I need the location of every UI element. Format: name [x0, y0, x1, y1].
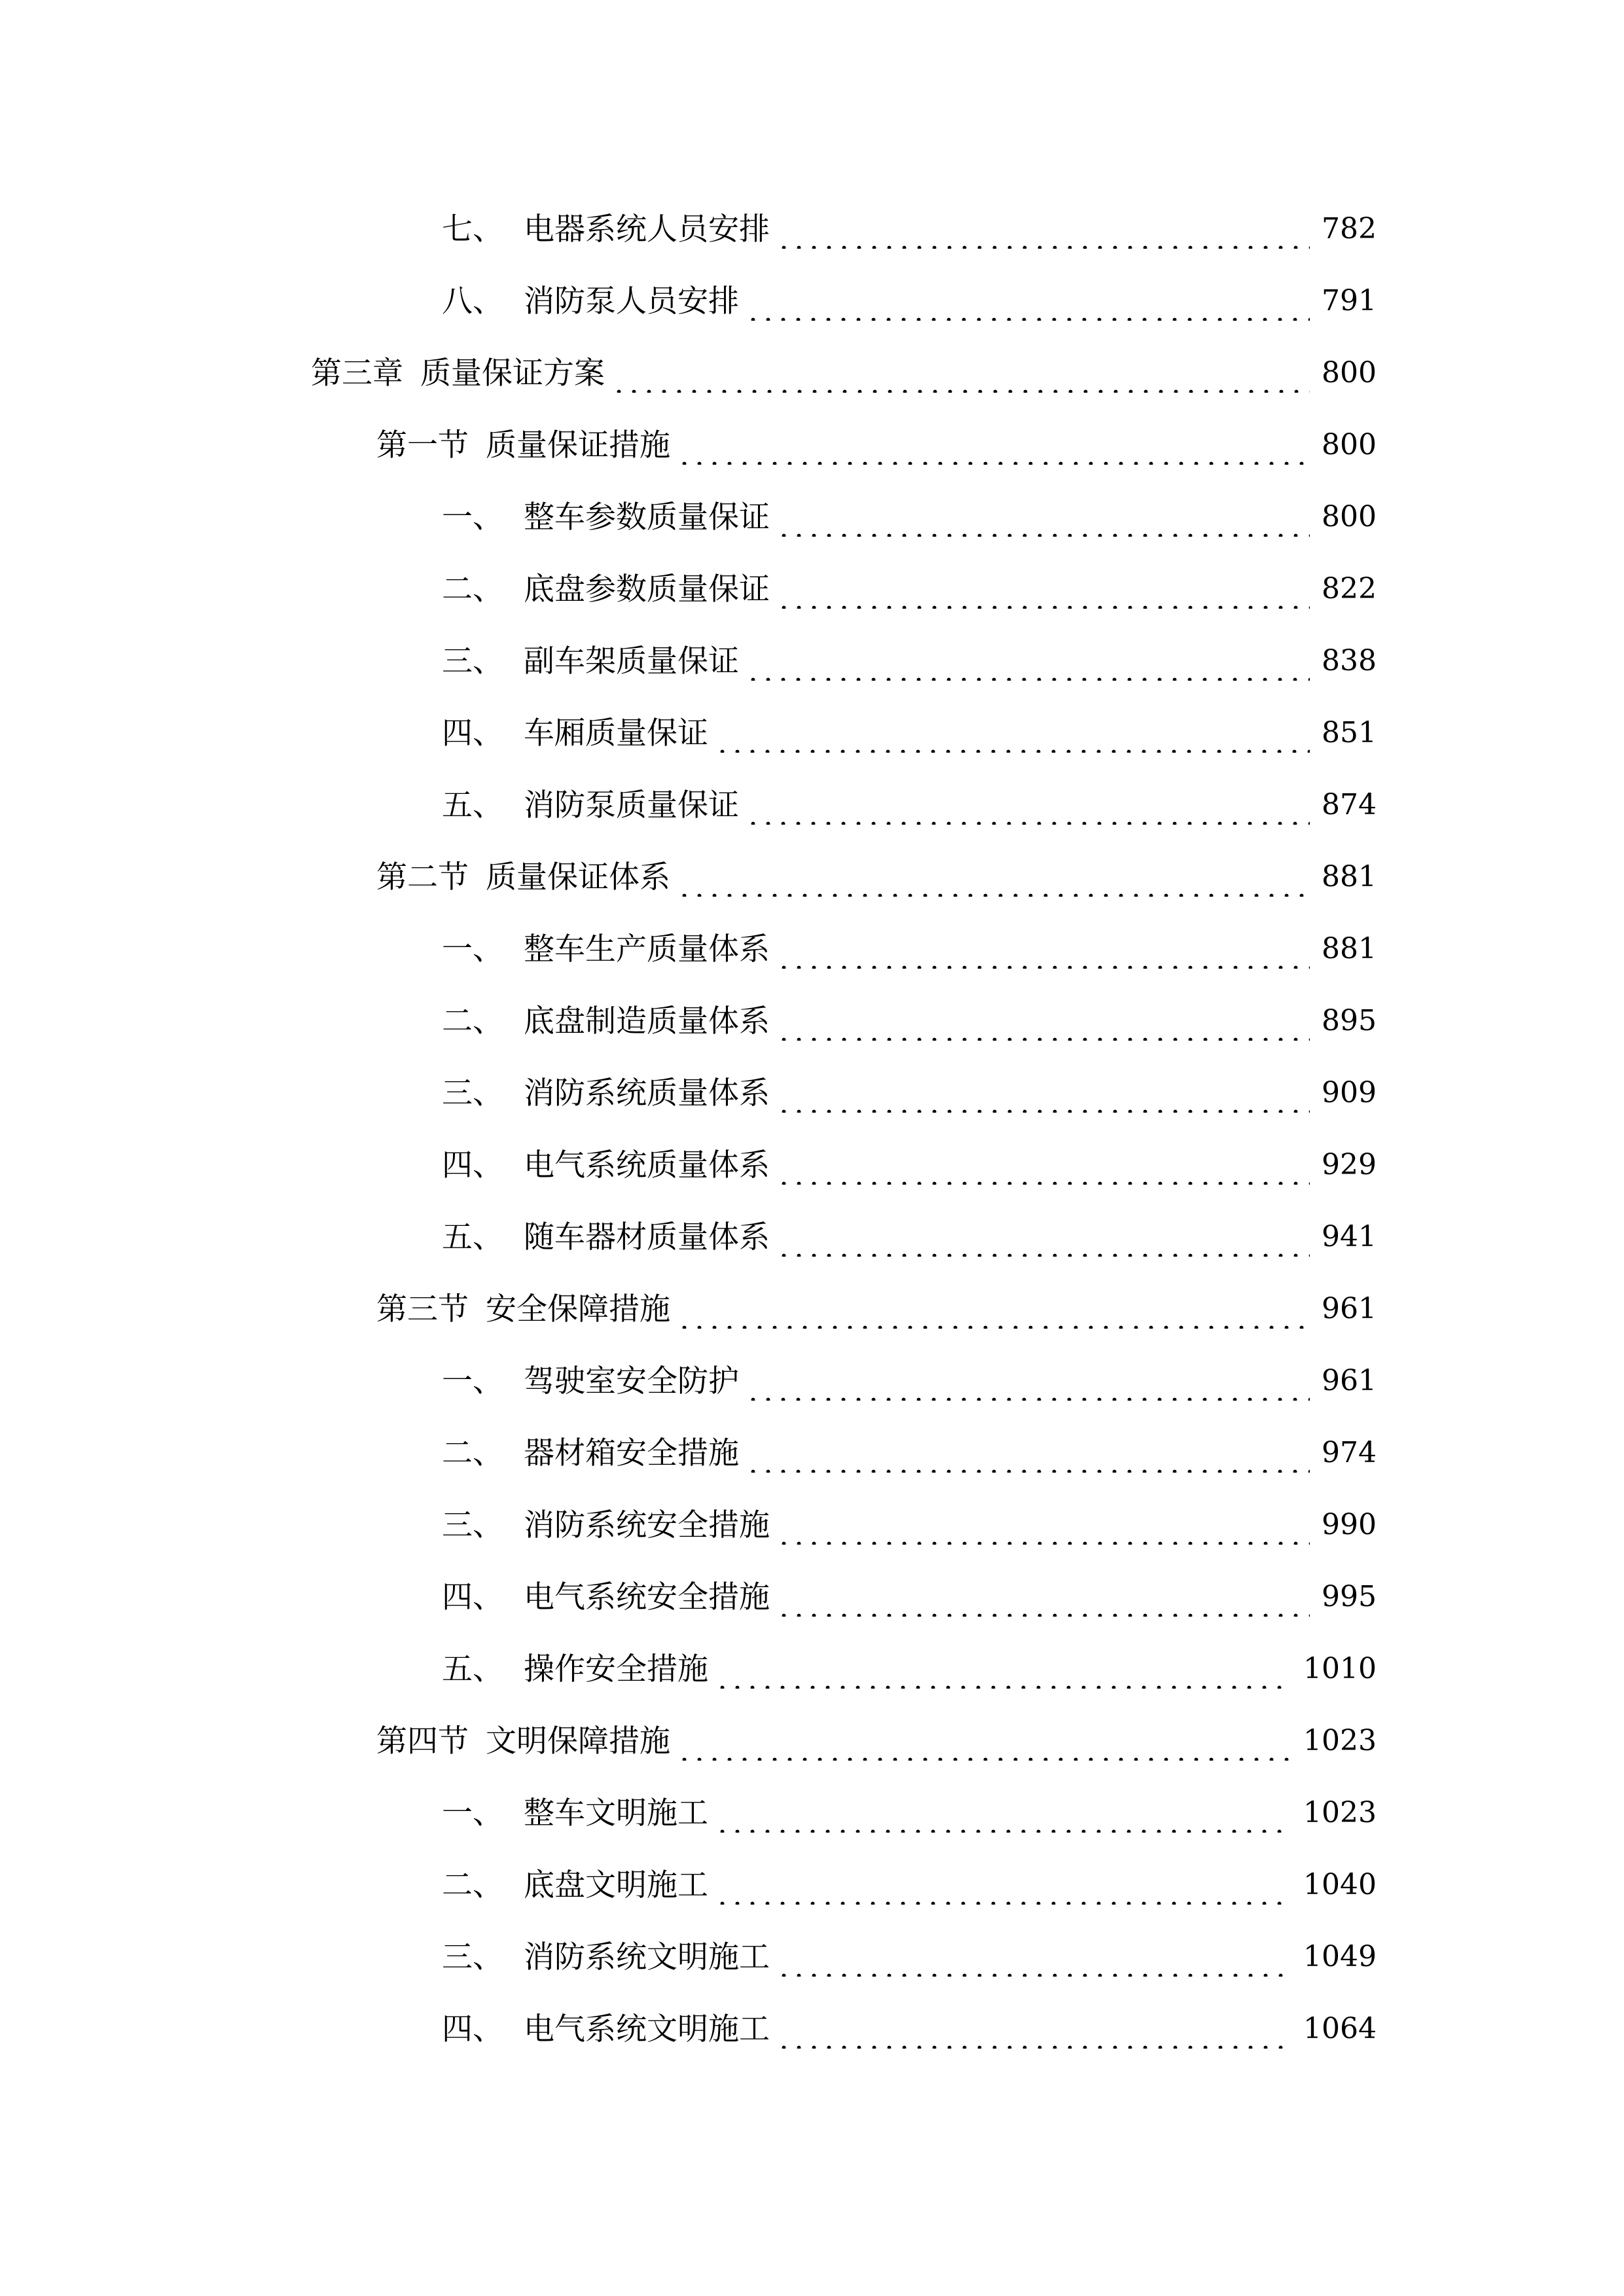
toc-entry-number: 五、: [442, 787, 503, 823]
toc-page-number: 995: [1322, 1580, 1377, 1613]
toc-chapter-entry[interactable]: [311, 337, 1377, 409]
toc-dot-leader: [776, 938, 1310, 969]
toc-dot-leader: [776, 1082, 1310, 1113]
toc-entry-number: 第三章: [311, 355, 403, 391]
toc-entry-title: 副车架质量保证: [524, 643, 739, 679]
toc-entry[interactable]: [442, 985, 1377, 1057]
toc-entry[interactable]: [442, 697, 1377, 769]
toc-section-entry[interactable]: [376, 1705, 1377, 1777]
toc-entry[interactable]: [442, 625, 1377, 697]
toc-entry[interactable]: [442, 1129, 1377, 1201]
toc-entry-number: 二、: [442, 1003, 503, 1039]
toc-entry[interactable]: [442, 481, 1377, 553]
toc-dot-leader: [776, 1154, 1310, 1185]
toc-page-number: 1023: [1303, 1724, 1377, 1757]
toc-page-number: 941: [1322, 1220, 1377, 1253]
toc-dot-leader: [776, 1010, 1310, 1041]
toc-entry-number: 八、: [442, 283, 503, 319]
toc-entry-title: 随车器材质量体系: [524, 1219, 770, 1255]
toc-page-number: 961: [1322, 1364, 1377, 1397]
toc-entry-number: 五、: [442, 1651, 503, 1687]
toc-dot-leader: [715, 1874, 1291, 1905]
toc-entry[interactable]: [442, 913, 1377, 985]
toc-entry[interactable]: [442, 1921, 1377, 1993]
toc-dot-leader: [776, 1586, 1310, 1617]
toc-dot-leader: [776, 2018, 1291, 2049]
toc-entry-number: 第四节: [376, 1723, 469, 1759]
toc-entry[interactable]: [442, 769, 1377, 841]
toc-page-number: 838: [1322, 644, 1377, 677]
toc-entry-number: 四、: [442, 1579, 503, 1615]
toc-page-number: 881: [1322, 860, 1377, 893]
toc-entry-title: 器材箱安全措施: [524, 1435, 739, 1471]
toc-page-number: 791: [1322, 284, 1377, 317]
toc-entry-title: 操作安全措施: [524, 1651, 708, 1687]
toc-entry-title: 消防系统安全措施: [524, 1507, 770, 1543]
toc-entry-title: 消防系统质量体系: [524, 1075, 770, 1111]
toc-entry-number: 七、: [442, 211, 503, 247]
toc-entry-number: 四、: [442, 715, 503, 751]
toc-page-number: 1040: [1303, 1868, 1377, 1901]
toc-dot-leader: [611, 362, 1310, 393]
toc-entry-title: 质量保证措施: [486, 427, 670, 463]
toc-dot-leader: [715, 1802, 1291, 1833]
toc-entry[interactable]: [442, 1417, 1377, 1489]
toc-entry[interactable]: [442, 1849, 1377, 1921]
toc-entry[interactable]: [442, 1345, 1377, 1417]
toc-entry-number: 一、: [442, 1363, 503, 1399]
toc-page-number: 800: [1322, 428, 1377, 461]
toc-dot-leader: [776, 218, 1310, 249]
toc-entry-title: 整车文明施工: [524, 1795, 708, 1831]
toc-page-number: 881: [1322, 932, 1377, 965]
toc-section-entry[interactable]: [376, 841, 1377, 913]
toc-page-number: 961: [1322, 1292, 1377, 1325]
toc-entry-title: 消防系统文明施工: [524, 1939, 770, 1975]
toc-dot-leader: [746, 1370, 1310, 1401]
toc-dot-leader: [715, 722, 1310, 753]
toc-entry[interactable]: [442, 1777, 1377, 1849]
toc-entry-title: 质量保证体系: [486, 859, 670, 895]
toc-entry-title: 驾驶室安全防护: [524, 1363, 739, 1399]
toc-entry-number: 第一节: [376, 427, 469, 463]
toc-entry-number: 第二节: [376, 859, 469, 895]
toc-dot-leader: [746, 290, 1310, 321]
toc-entry-title: 消防泵人员安排: [524, 283, 739, 319]
toc-entry[interactable]: [442, 265, 1377, 337]
toc-entry[interactable]: [442, 1489, 1377, 1561]
toc-entry[interactable]: [442, 193, 1377, 265]
toc-dot-leader: [677, 434, 1310, 465]
toc-page-number: 974: [1322, 1436, 1377, 1469]
toc-entry-title: 消防泵质量保证: [524, 787, 739, 823]
toc-entry-title: 质量保证方案: [420, 355, 605, 391]
toc-page-number: 851: [1322, 716, 1377, 749]
toc-dot-leader: [746, 1442, 1310, 1473]
toc-entry-number: 四、: [442, 1147, 503, 1183]
toc-dot-leader: [746, 650, 1310, 681]
toc-dot-leader: [677, 1298, 1310, 1329]
toc-entry-title: 电器系统人员安排: [524, 211, 770, 247]
toc-entry-title: 文明保障措施: [486, 1723, 670, 1759]
toc-entry-title: 安全保障措施: [486, 1291, 670, 1327]
toc-section-entry[interactable]: [376, 409, 1377, 481]
toc-page-number: 1064: [1303, 2012, 1377, 2045]
toc-dot-leader: [746, 794, 1310, 825]
toc-entry-title: 电气系统安全措施: [524, 1579, 770, 1615]
toc-dot-leader: [776, 506, 1310, 537]
toc-page-number: 929: [1322, 1148, 1377, 1181]
toc-entry[interactable]: [442, 1633, 1377, 1705]
toc-entry-number: 二、: [442, 1867, 503, 1903]
toc-section-entry[interactable]: [376, 1273, 1377, 1345]
toc-page-number: 1010: [1303, 1652, 1377, 1685]
toc-entry-number: 三、: [442, 1939, 503, 1975]
toc-entry-title: 底盘参数质量保证: [524, 571, 770, 607]
toc-page-number: 1049: [1303, 1940, 1377, 1973]
toc-page-number: 1023: [1303, 1796, 1377, 1829]
toc-entry-number: 一、: [442, 1795, 503, 1831]
toc-dot-leader: [677, 866, 1310, 897]
toc-entry[interactable]: [442, 1993, 1377, 2065]
toc-page-number: 800: [1322, 500, 1377, 533]
toc-entry-title: 底盘制造质量体系: [524, 1003, 770, 1039]
toc-entry-title: 整车生产质量体系: [524, 931, 770, 967]
toc-entry-number: 三、: [442, 1075, 503, 1111]
toc-entry-number: 第三节: [376, 1291, 469, 1327]
toc-entry-number: 五、: [442, 1219, 503, 1255]
toc-entry-title: 电气系统质量体系: [524, 1147, 770, 1183]
toc-entry[interactable]: [442, 1561, 1377, 1633]
toc-page-number: 822: [1322, 572, 1377, 605]
toc-page-number: 990: [1322, 1508, 1377, 1541]
toc-entry-number: 三、: [442, 643, 503, 679]
toc-dot-leader: [776, 1226, 1310, 1257]
toc-page-number: 874: [1322, 788, 1377, 821]
toc-page-number: 782: [1322, 212, 1377, 245]
toc-page-number: 909: [1322, 1076, 1377, 1109]
toc-entry-title: 车厢质量保证: [524, 715, 708, 751]
toc-entry-number: 四、: [442, 2011, 503, 2047]
toc-entry-number: 二、: [442, 1435, 503, 1471]
toc-dot-leader: [715, 1658, 1291, 1689]
toc-entry[interactable]: [442, 1201, 1377, 1273]
toc-entry-title: 整车参数质量保证: [524, 499, 770, 535]
toc-page-number: 800: [1322, 356, 1377, 389]
toc-dot-leader: [677, 1730, 1291, 1761]
toc-entry-number: 一、: [442, 931, 503, 967]
toc-entry[interactable]: [442, 1057, 1377, 1129]
toc-entry-title: 电气系统文明施工: [524, 2011, 770, 2047]
toc-dot-leader: [776, 1514, 1310, 1545]
toc-dot-leader: [776, 578, 1310, 609]
toc-entry-number: 二、: [442, 571, 503, 607]
toc-entry-number: 三、: [442, 1507, 503, 1543]
toc-page-number: 895: [1322, 1004, 1377, 1037]
toc-entry-number: 一、: [442, 499, 503, 535]
toc-entry-title: 底盘文明施工: [524, 1867, 708, 1903]
toc-entry[interactable]: [442, 553, 1377, 625]
toc-dot-leader: [776, 1946, 1291, 1977]
